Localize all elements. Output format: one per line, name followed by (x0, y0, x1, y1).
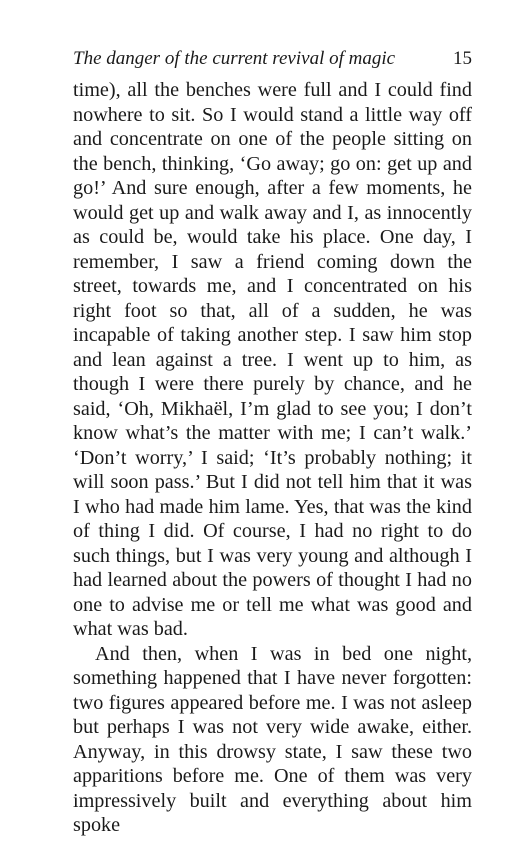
page-number: 15 (453, 48, 472, 69)
running-head (73, 47, 472, 71)
body-text (73, 78, 472, 838)
book-page (73, 0, 472, 850)
paragraph: And then, when I was in bed one night, something happened that I have never forgotten: two figures appeared before me. I was not asleep but perhaps I was not very wide awake, either. Anyway, in this drowsy state, I saw these two apparitions before me. One of them was very impressively built and everything about him spoke (73, 642, 472, 836)
running-title: The danger of the current revival of magic (73, 48, 396, 69)
paragraph: time), all the benches were full and I could find nowhere to sit. So I would stand a little way off and concentrate on one of the people sitting on the bench, thinking, ‘Go away; go on: get up and go!’ And sure enough, after a few moments, he would get up and walk away and I, as innocently as could be, would take his place. One day, I remember, I saw a friend coming down the street, towards me, and I concentrated on his right foot so that, all of a sudden, he was incapable of taking another step. I saw him stop and lean against a tree. I went up to him, as though I were there purely by chance, and he said, ‘Oh, Mikhaël, I’m glad to see you; I don’t know what’s the matter with me; I can’t walk.’ ‘Don’t worry,’ I said; ‘It’s probably nothing; it will soon pass.’ But I did not tell him that it was I who had made him lame. Yes, that was the kind of thing I did. Of course, I had no right to do such things, but I was very young and although I had learned about the powers of thought I had no one to advise me or tell me what was good and what was bad. (73, 79, 472, 640)
